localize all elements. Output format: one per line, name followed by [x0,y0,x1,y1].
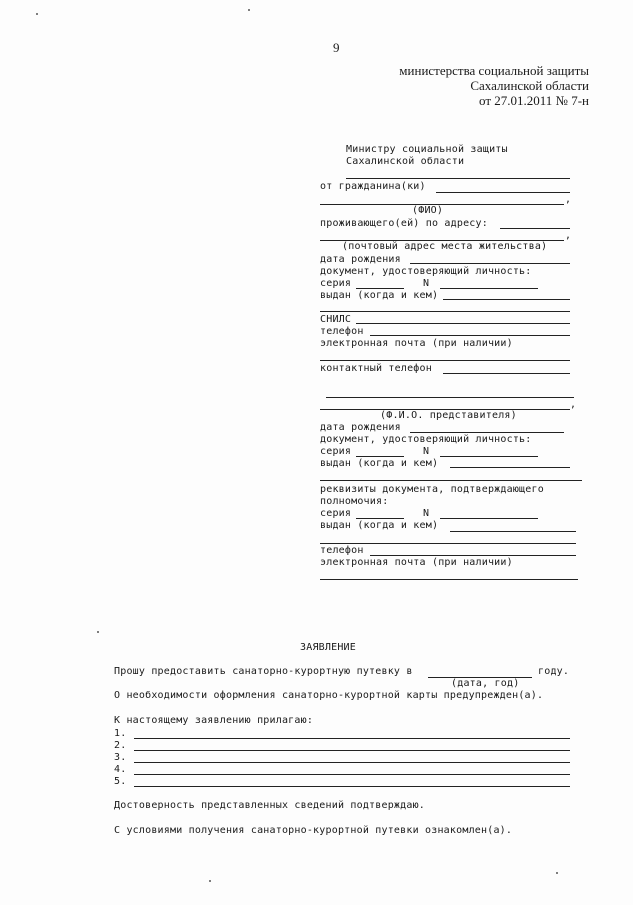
snils-field[interactable] [356,323,570,324]
comma: , [565,194,572,205]
rep-email-field[interactable] [320,579,578,580]
attachment-number: 4. [114,764,127,775]
confirm-text: Достоверность представленных сведений подтверждаю. [114,800,426,811]
rep-birth-date-field[interactable] [410,432,564,433]
rep-issued-2-field-2[interactable] [320,543,576,544]
blank-line [346,178,570,179]
rep-issued-field[interactable] [450,467,570,468]
residing-label: проживающего(ей) по адресу: [320,218,488,229]
scan-speck [248,9,250,11]
contact-phone-label: контактный телефон [320,363,432,374]
attachments-label: К настоящему заявлению прилагаю: [114,715,314,726]
rep-email-label: электронная почта (при наличии) [320,557,513,568]
email-field[interactable] [320,360,570,361]
rep-series-2-label: серия [320,508,352,519]
authority-label-1: реквизиты документа, подтверждающего [320,484,544,495]
rep-number-2-field[interactable] [440,518,538,519]
rep-number-sign: N [423,446,430,457]
contact-phone-field[interactable] [443,373,570,374]
request-suffix: году. [538,666,570,677]
number-field[interactable] [440,288,538,289]
attachment-field[interactable] [134,774,570,775]
date-caption: (дата, год) [451,678,520,689]
rep-number-field[interactable] [440,456,538,457]
attachment-number: 2. [114,740,127,751]
rep-issued-field-2[interactable] [320,480,582,481]
attachment-field[interactable] [134,762,570,763]
phone-field[interactable] [370,335,570,336]
scan-speck [556,872,558,874]
scan-speck [36,13,38,15]
issued-label: выдан (когда и кем) [320,290,439,301]
snils-label: СНИЛС [320,314,352,325]
birth-date-field[interactable] [410,263,570,264]
statement-title: ЗАЯВЛЕНИЕ [300,642,356,653]
rep-number-sign-2: N [423,508,430,519]
rep-series-2-field[interactable] [356,518,404,519]
header-line-2: Сахалинской области [470,78,589,93]
acquainted-text: С условиями получения санаторно-курортной путевки ознакомлен(а). [114,825,513,836]
rep-series-field[interactable] [356,456,404,457]
issued-field-2[interactable] [320,311,570,312]
attachment-field[interactable] [134,786,570,787]
page-number: 9 [333,40,340,55]
series-label: серия [320,278,352,289]
number-sign: N [423,278,430,289]
fio-caption: (ФИО) [412,205,444,216]
birth-date-label: дата рождения [320,254,401,265]
attachment-number: 3. [114,752,127,763]
rep-issued-label: выдан (когда и кем) [320,458,439,469]
attachment-number: 5. [114,776,127,787]
rep-series-label: серия [320,446,352,457]
scan-speck [97,631,99,633]
issued-field[interactable] [443,299,570,300]
header-line-1: министерства социальной защиты [399,63,589,78]
attachment-number: 1. [114,728,127,739]
comma: , [565,230,572,241]
request-text: Прошу предоставить санаторно-курортную путевку в [114,666,413,677]
attachment-field[interactable] [134,738,570,739]
scan-speck [209,880,211,882]
addressee-line-2: Сахалинской области [346,156,465,167]
rep-phone-label: телефон [320,545,364,556]
from-citizen-label: от гражданина(ки) [320,181,426,192]
representative-fio-caption: (Ф.И.О. представителя) [380,410,517,421]
email-label: электронная почта (при наличии) [320,338,513,349]
rep-phone-field[interactable] [370,555,576,556]
warning-text: О необходимости оформления санаторно-курортной карты предупрежден(а). [114,690,544,701]
rep-birth-date-label: дата рождения [320,422,401,433]
address-field[interactable] [500,228,570,229]
citizen-name-field[interactable] [436,192,570,193]
authority-label-2: полномочия: [320,496,389,507]
header-line-3: от 27.01.2011 № 7-н [479,93,589,108]
rep-issued-2-field[interactable] [450,531,576,532]
id-document-label: документ, удостоверяющий личность: [320,266,532,277]
comma: , [570,399,577,410]
representative-name-field[interactable] [326,397,574,398]
address-caption: (почтовый адрес места жительства) [342,241,548,252]
addressee-line-1: Министру социальной защиты [346,144,508,155]
rep-id-document-label: документ, удостоверяющий личность: [320,434,532,445]
attachment-field[interactable] [134,750,570,751]
rep-issued-2-label: выдан (когда и кем) [320,520,439,531]
series-field[interactable] [356,288,404,289]
phone-label: телефон [320,326,364,337]
